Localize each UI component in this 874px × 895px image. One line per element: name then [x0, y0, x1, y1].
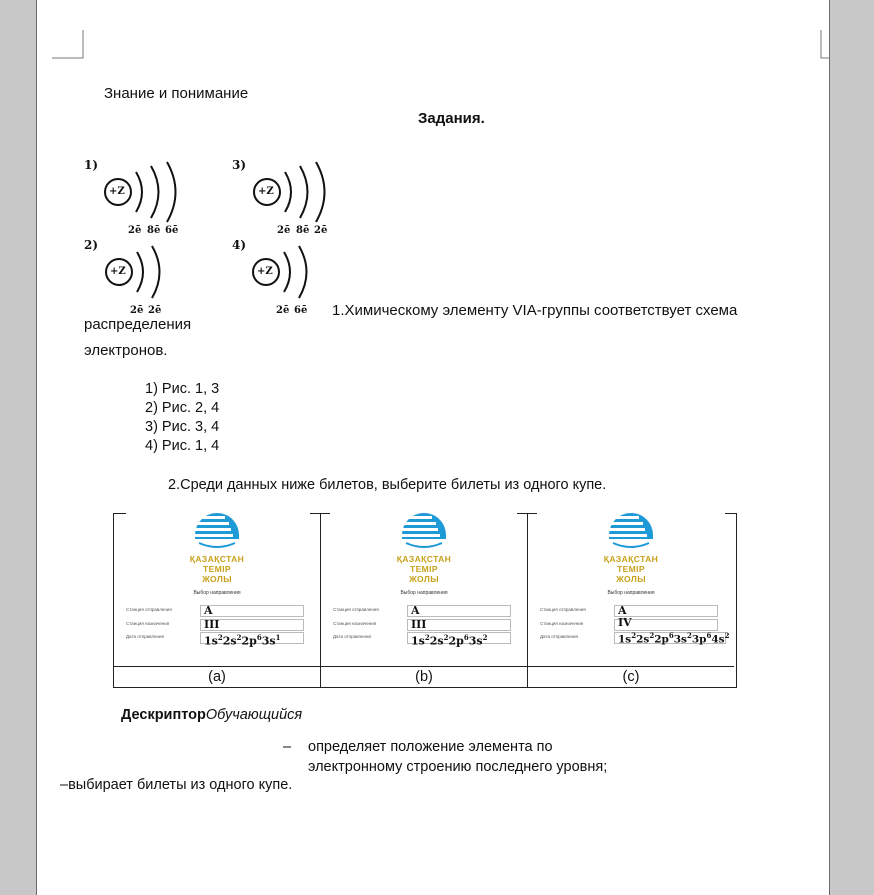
field-label: Станция отправления [333, 607, 379, 612]
electron-count: 6ē [294, 305, 308, 316]
electron-count: 2ē [314, 225, 328, 236]
descriptor-heading [121, 707, 302, 723]
nucleus-label: +Z [110, 266, 126, 277]
question-1-line-3: электронов. [84, 342, 168, 359]
brand-line: ЖОЛЫ [409, 574, 439, 584]
brand-line: ЖОЛЫ [202, 574, 232, 584]
date-value: $1s^22s^22p^63s^1$ [204, 633, 281, 648]
answer-option: 2) Рис. 2, 4 [145, 400, 220, 416]
departure-value: A [618, 604, 627, 617]
departure-field [407, 605, 511, 617]
date-value: $1s^22s^22p^63s^23p^64s^2$ [618, 631, 730, 646]
brand-line: ҚАЗАҚСТАН [603, 554, 659, 564]
descriptor-item-1-line-1: определяет положение элемента по [308, 739, 553, 755]
field-label: Станция назначения [540, 621, 584, 626]
brand-line: ҚАЗАҚСТАН [189, 554, 245, 564]
tasks-title: Задания. [418, 110, 485, 127]
nucleus-label: +Z [258, 186, 274, 197]
direction-title: Выбор направления [193, 590, 241, 596]
electron-count: 2ē [130, 305, 144, 316]
arrival-value: IV [618, 616, 632, 629]
field-label: Дата отправления [540, 634, 578, 639]
electron-count: 8ē [296, 225, 310, 236]
brand-line: ТЕМІР [410, 564, 438, 574]
question-2: 2.Среди данных ниже билетов, выберите билеты из одного купе. [168, 477, 607, 493]
electron-count: 2ē [148, 305, 162, 316]
electron-count: 8ē [147, 225, 161, 236]
ticket-caption: (a) [114, 666, 320, 687]
tickets-table [113, 513, 737, 688]
direction-title: Выбор направления [607, 590, 655, 596]
field-label: Дата отправления [333, 634, 371, 639]
descriptor-item-2: –выбирает билеты из одного купе. [60, 777, 293, 793]
direction-title: Выбор направления [400, 590, 448, 596]
diagram-number: 3) [232, 158, 247, 172]
nucleus-label: +Z [109, 186, 125, 197]
field-label: Станция назначения [126, 621, 170, 626]
brand-line: ТЕМІР [617, 564, 645, 574]
field-label: Станция назначения [333, 621, 377, 626]
ticket-a [114, 513, 320, 666]
crop-mark-right [818, 28, 830, 60]
electron-count: 2ē [277, 225, 291, 236]
electron-count: 6ē [165, 225, 179, 236]
ticket-caption: (c) [528, 666, 734, 687]
ticket-c [528, 513, 734, 666]
brand-line: ЖОЛЫ [616, 574, 646, 584]
ktz-logo-icon [607, 513, 655, 551]
answer-option: 4) Рис. 1, 4 [145, 438, 220, 454]
brand-line: ТЕМІР [203, 564, 231, 574]
brand-line: ҚАЗАҚСТАН [396, 554, 452, 564]
date-value: $1s^22s^22p^63s^2$ [411, 633, 488, 648]
question-1-line-1: 1.Химическому элементу VIA-группы соответствует схема [332, 302, 738, 319]
field-label: Станция отправления [126, 607, 172, 612]
ticket-b [321, 513, 527, 666]
arrival-value: III [204, 618, 220, 631]
crop-mark-left [52, 28, 86, 60]
ktz-logo-icon [400, 513, 448, 551]
diagram-number: 2) [84, 238, 99, 252]
departure-value: A [411, 604, 420, 617]
departure-value: A [204, 604, 213, 617]
descriptor-label: Дескриптор [121, 707, 206, 723]
answer-option: 1) Рис. 1, 3 [145, 381, 220, 397]
diagram-number: 4) [232, 238, 247, 252]
arrival-value: III [411, 618, 427, 631]
answer-option: 3) Рис. 3, 4 [145, 419, 220, 435]
electron-count: 2ē [128, 225, 142, 236]
descriptor-item-1-line-2: электронному строению последнего уровня; [308, 759, 608, 775]
descriptor-subject: Обучающийся [205, 707, 303, 723]
departure-field [200, 605, 304, 617]
ktz-logo-icon [193, 513, 241, 551]
nucleus-label: +Z [257, 266, 273, 277]
field-label: Дата отправления [126, 634, 164, 639]
electron-count: 2ē [276, 305, 290, 316]
descriptor-dash: – [283, 739, 292, 755]
question-1-line-2: распределения [84, 316, 192, 333]
ticket-caption: (b) [321, 666, 527, 687]
diagram-number: 1) [84, 158, 99, 172]
field-label: Станция отправления [540, 607, 586, 612]
section-title: Знание и понимание [104, 85, 249, 102]
